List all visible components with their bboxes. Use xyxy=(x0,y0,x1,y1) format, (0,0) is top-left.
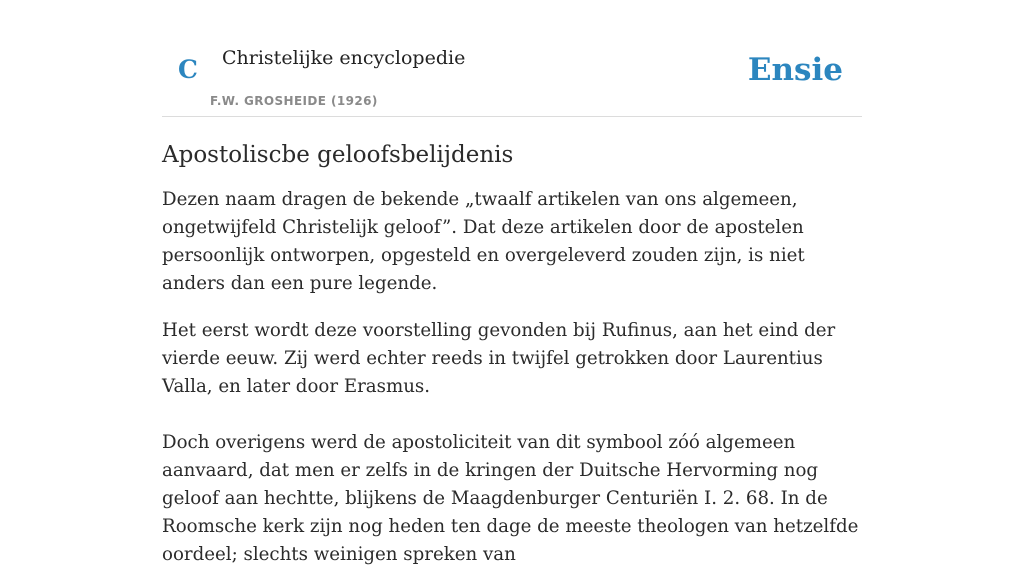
book-logo-icon[interactable]: C xyxy=(178,55,198,84)
site-header xyxy=(162,0,862,117)
book-title-link[interactable]: Christelijke encyclopedie xyxy=(222,47,466,69)
article-paragraph: Doch overigens werd de apostoliciteit van dit symbool zóó algemeen aanvaard, dat men er zelfs in de kringen der Duitsche Hervorming nog geloof aan hechtte, blijkens de Maagdenburger Centuriën I. 2. 68. In de Roomsche kerk zijn nog heden ten dage de meeste theologen van hetzelfde oordeel; slechts weinigen spreken van xyxy=(162,432,859,565)
article-paragraph: Dezen naam dragen de bekende „twaalf artikelen van ons algemeen, ongetwijfeld Christelijk geloof”. Dat deze artikelen door de apostelen persoonlijk ontworpen, opgesteld en overgeleverd zouden zijn, is niet anders dan een pure legende. xyxy=(162,189,805,294)
article-body xyxy=(162,138,867,569)
article-title: Apostoliscbe geloofsbelijdenis xyxy=(162,142,514,168)
ensie-logo-link[interactable]: Ensie xyxy=(747,52,843,88)
article-paragraph: Het eerst wordt deze voorstelling gevonden bij Rufinus, aan het eind der vierde eeuw. Zij werd echter reeds in twijfel getrokken door Laurentius Valla, en later door Erasmus. xyxy=(162,320,836,397)
book-author: F.W. GROSHEIDE (1926) xyxy=(210,94,378,108)
